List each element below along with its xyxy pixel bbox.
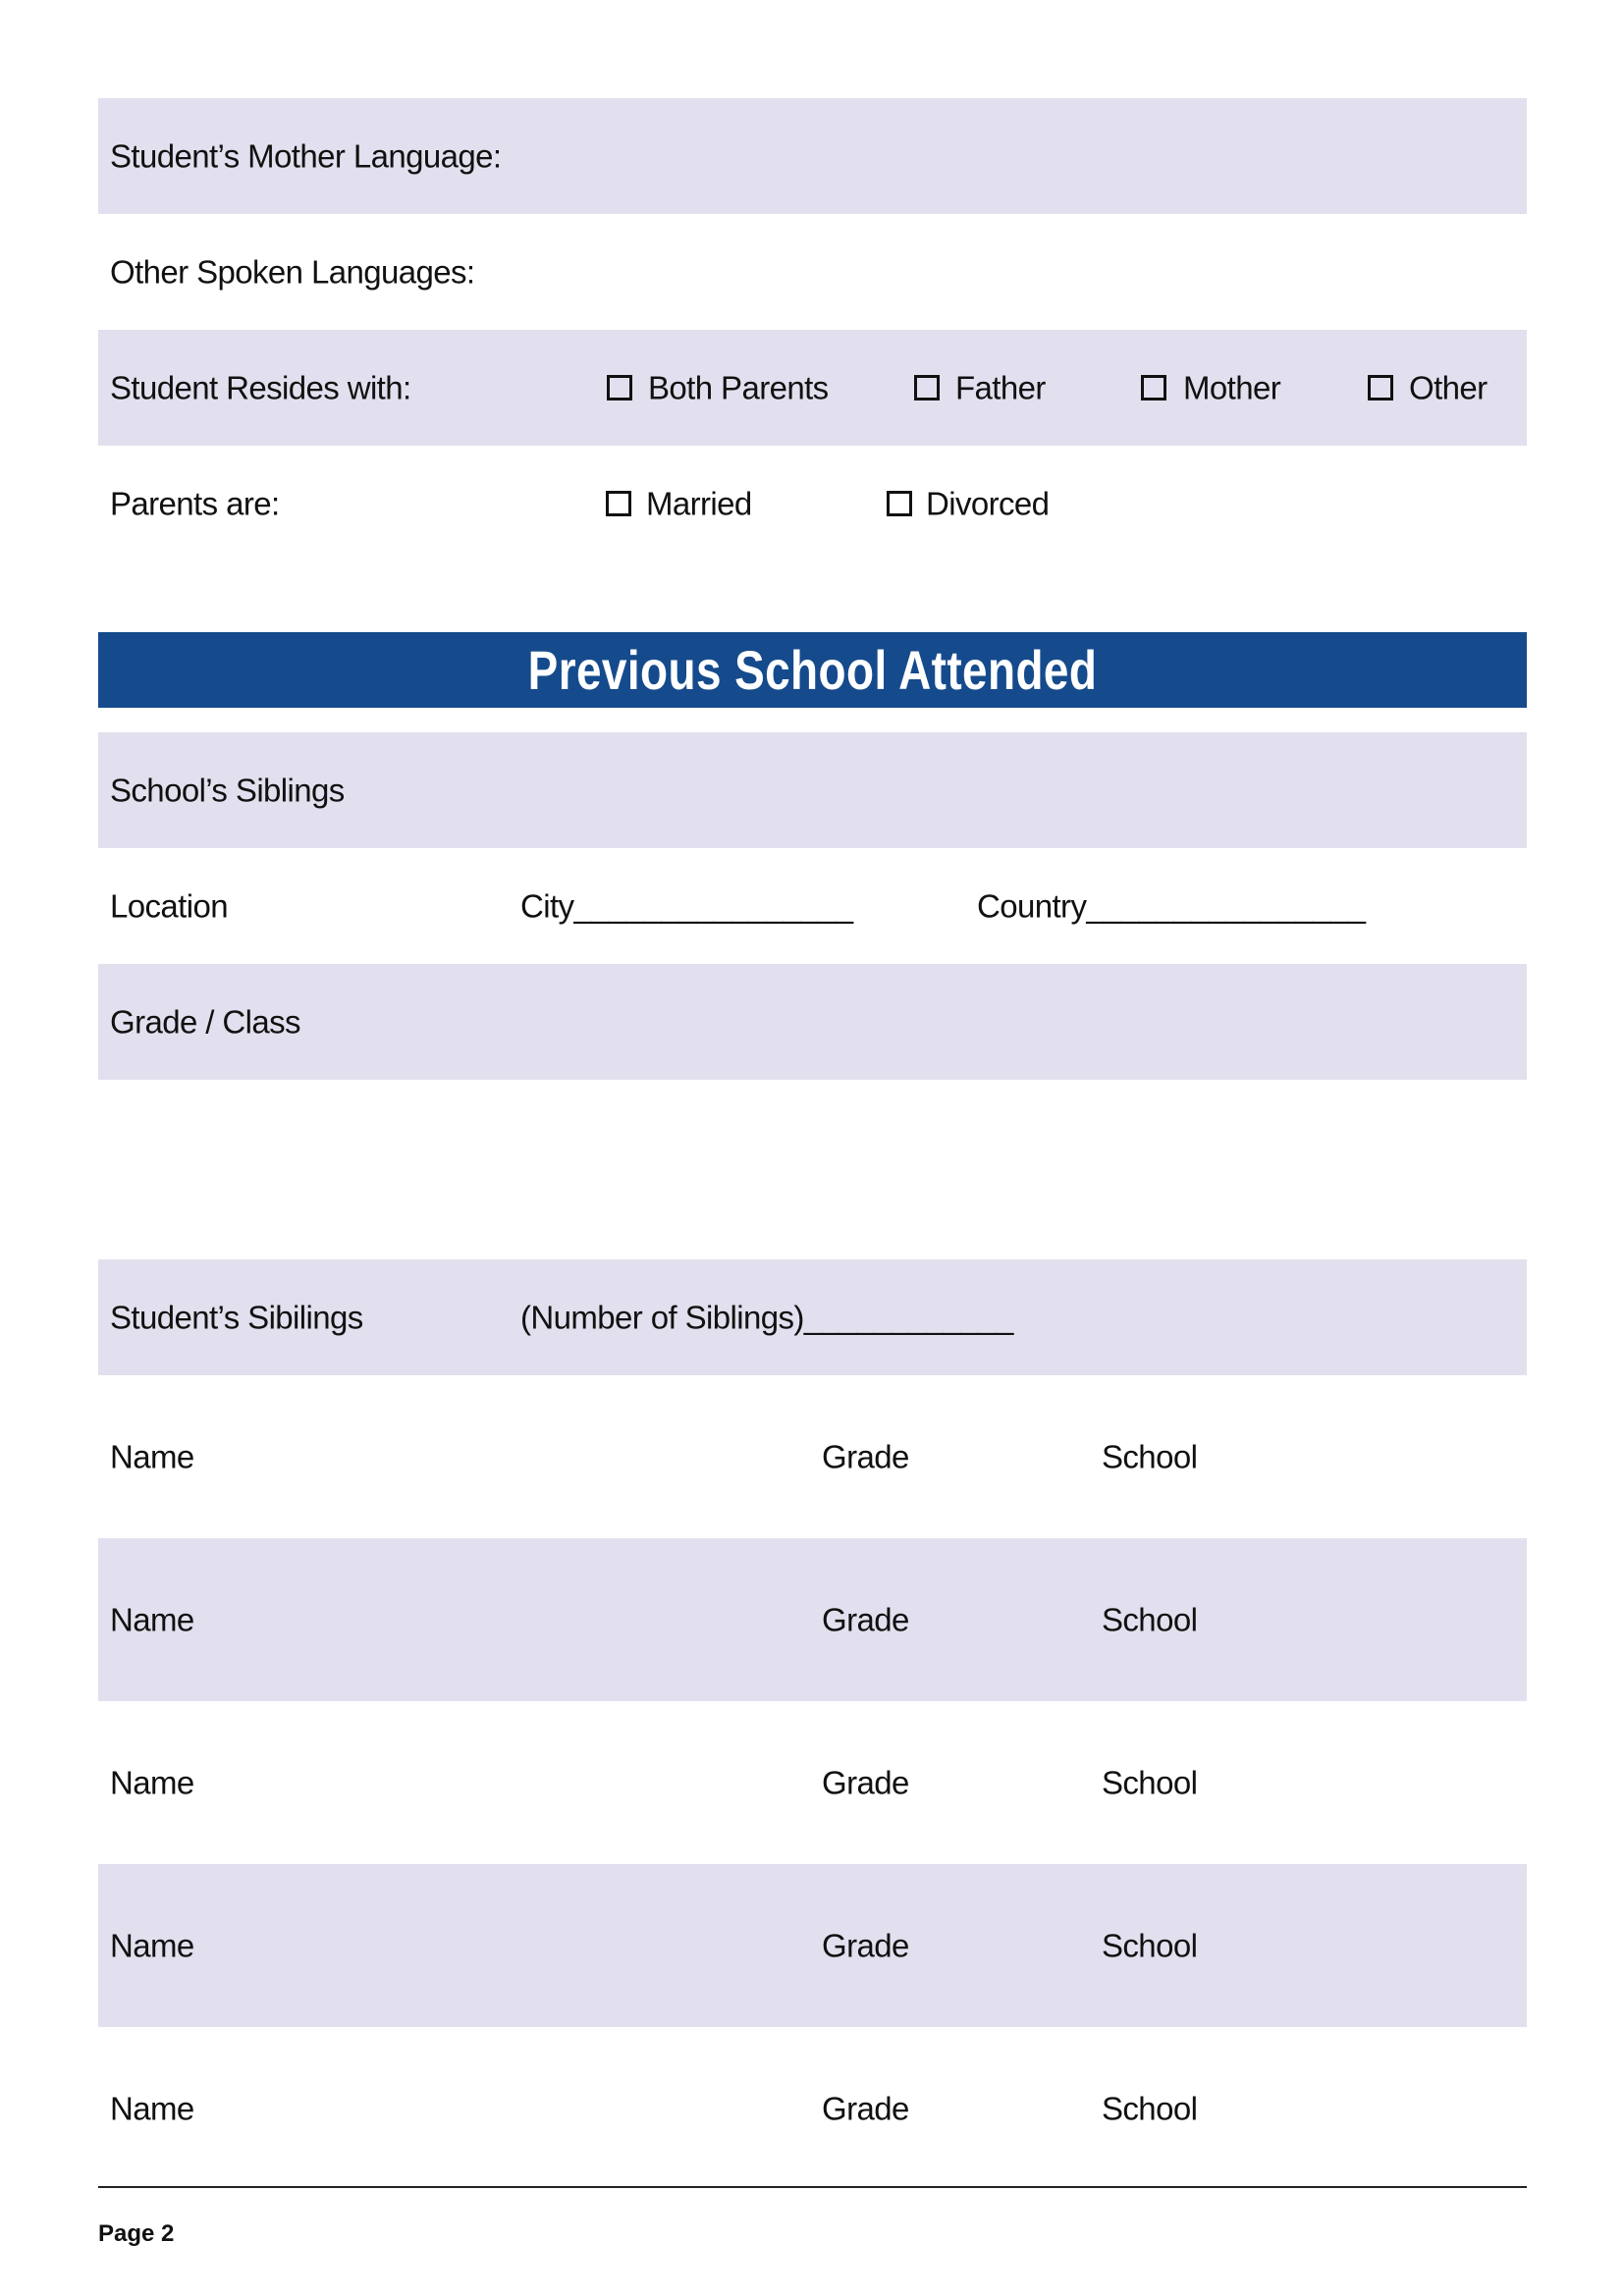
section-title: Previous School Attended	[527, 638, 1098, 701]
mother-checkbox[interactable]	[1141, 375, 1166, 400]
country-field[interactable]: Country________________	[977, 887, 1366, 925]
sibling-school-field[interactable]: School	[1102, 1601, 1198, 1638]
divorced-checkbox[interactable]	[887, 491, 912, 516]
parents-status-row	[98, 446, 1527, 561]
mother-language-label: Student’s Mother Language:	[110, 137, 502, 175]
sibling-school-field[interactable]: School	[1102, 1438, 1198, 1475]
parents-status-label: Parents are:	[110, 485, 280, 522]
sibling-name-field[interactable]: Name	[110, 1601, 194, 1638]
sibling-name-field[interactable]: Name	[110, 1764, 194, 1801]
sibling-row	[98, 1701, 1527, 1864]
resides-with-label: Student Resides with:	[110, 369, 411, 406]
father-label: Father	[955, 369, 1046, 406]
siblings-label: Student’s Sibilings	[110, 1299, 363, 1336]
divorced-label: Divorced	[926, 485, 1050, 522]
number-of-siblings-field[interactable]: (Number of Siblings)____________	[520, 1299, 1013, 1336]
sibling-grade-field[interactable]: Grade	[822, 1601, 909, 1638]
sibling-school-field[interactable]: School	[1102, 2090, 1198, 2127]
sibling-row	[98, 1375, 1527, 1538]
page-number: Page 2	[98, 2220, 175, 2247]
both-parents-checkbox[interactable]	[607, 375, 632, 400]
other-checkbox[interactable]	[1368, 375, 1393, 400]
sibling-grade-field[interactable]: Grade	[822, 1927, 909, 1964]
married-checkbox[interactable]	[606, 491, 631, 516]
mother-language-row	[98, 98, 1527, 214]
sibling-school-field[interactable]: School	[1102, 1764, 1198, 1801]
married-label: Married	[646, 485, 752, 522]
sibling-grade-field[interactable]: Grade	[822, 1438, 909, 1475]
sibling-row	[98, 1864, 1527, 2027]
sibling-name-field[interactable]: Name	[110, 1927, 194, 1964]
footer-divider	[98, 2186, 1527, 2188]
other-label: Other	[1409, 369, 1488, 406]
sibling-name-field[interactable]: Name	[110, 2090, 194, 2127]
grade-class-row	[98, 964, 1527, 1080]
father-checkbox[interactable]	[914, 375, 940, 400]
resides-with-row	[98, 330, 1527, 446]
location-label: Location	[110, 887, 228, 925]
sibling-row	[98, 1538, 1527, 1701]
siblings-row	[98, 1259, 1527, 1375]
previous-school-header	[98, 632, 1527, 708]
sibling-grade-field[interactable]: Grade	[822, 1764, 909, 1801]
sibling-row	[98, 2027, 1527, 2190]
sibling-grade-field[interactable]: Grade	[822, 2090, 909, 2127]
other-languages-row	[98, 214, 1527, 330]
grade-class-label: Grade / Class	[110, 1003, 300, 1041]
other-languages-label: Other Spoken Languages:	[110, 253, 475, 291]
both-parents-label: Both Parents	[648, 369, 829, 406]
mother-label: Mother	[1183, 369, 1281, 406]
sibling-school-field[interactable]: School	[1102, 1927, 1198, 1964]
school-siblings-label: School’s Siblings	[110, 772, 345, 809]
city-field[interactable]: City________________	[520, 887, 853, 925]
school-siblings-row	[98, 732, 1527, 848]
sibling-name-field[interactable]: Name	[110, 1438, 194, 1475]
location-row	[98, 848, 1527, 964]
